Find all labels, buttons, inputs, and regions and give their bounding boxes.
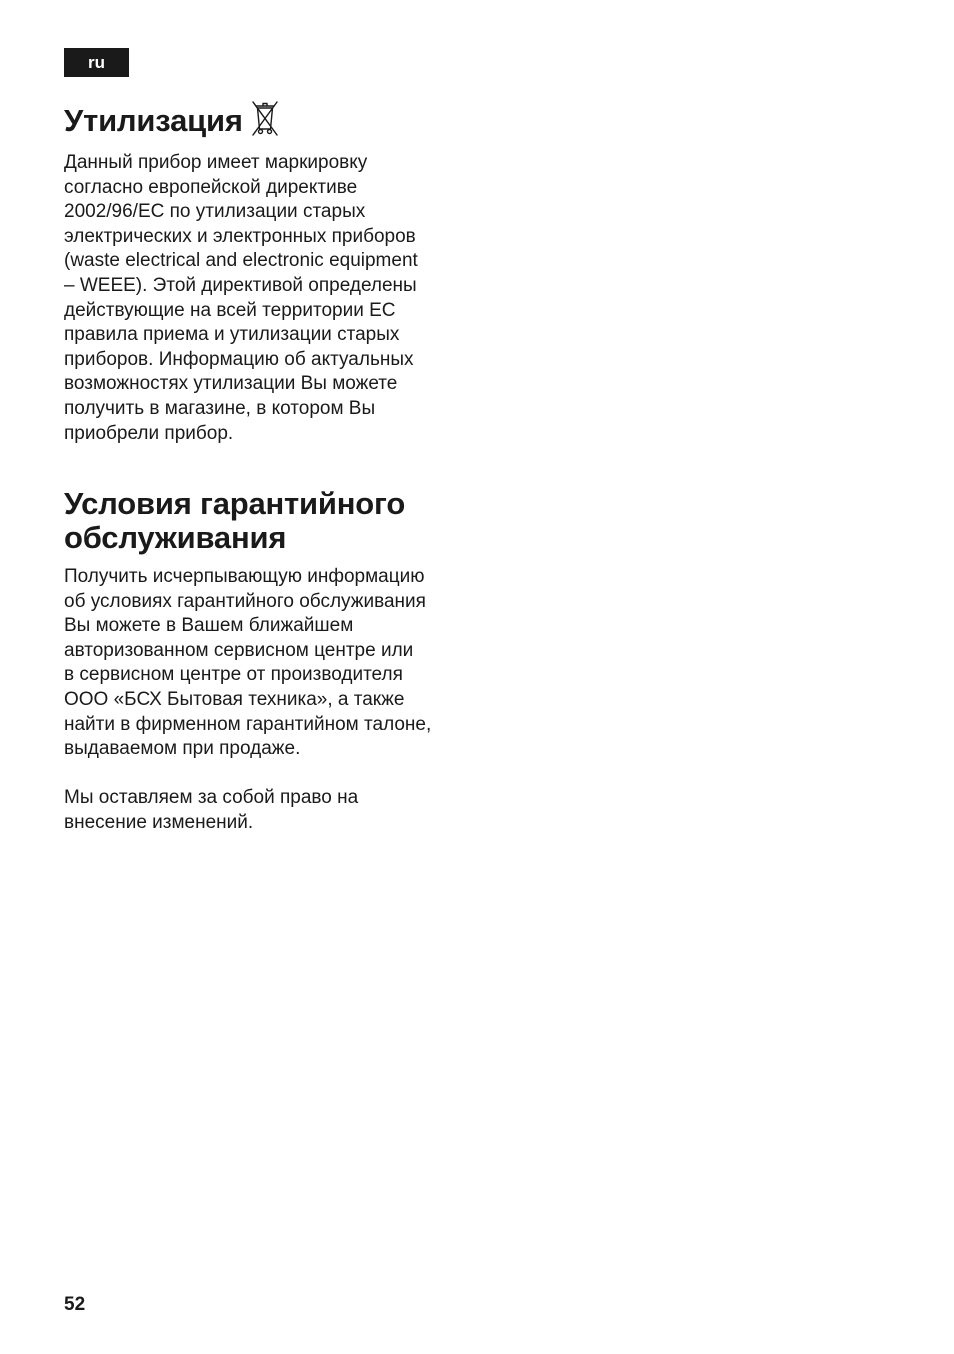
disposal-heading-row	[64, 96, 474, 138]
page-number: 52	[64, 1294, 86, 1315]
disposal-title: Утилизация	[64, 103, 243, 138]
warranty-title: Условия гарантийного обслуживания	[64, 486, 406, 555]
language-badge: ru	[64, 48, 129, 77]
warranty-section	[64, 487, 474, 836]
changes-note: Мы оставляем за собой право на внесение изменений.	[64, 787, 359, 833]
disposal-section	[64, 96, 474, 446]
crossed-out-wheelie-bin-icon	[250, 98, 280, 138]
warranty-paragraph: Получить исчерпывающую информацию об условиях гарантийного обслуживания Вы можете в Вашем ближайшем авторизованном сервисном центре или в сервисном центре от производителя ООО «БСХ Бытовая техника», а также найти в фирменном гарантийном талоне, выдаваемом при продаже.	[64, 566, 432, 760]
disposal-paragraph: Данный прибор имеет маркировку согласно европейской директиве 2002/96/EC по утилизации старых электрических и электронных приборов (waste electrical and electronic equipment – WEEE). Этой директивой определены действующие на всей территории ЕС правила приема и утилизации старых приборов. Информацию об актуальных возможностях утилизации Вы можете получить в магазине, в котором Вы приобрели прибор.	[64, 152, 418, 444]
